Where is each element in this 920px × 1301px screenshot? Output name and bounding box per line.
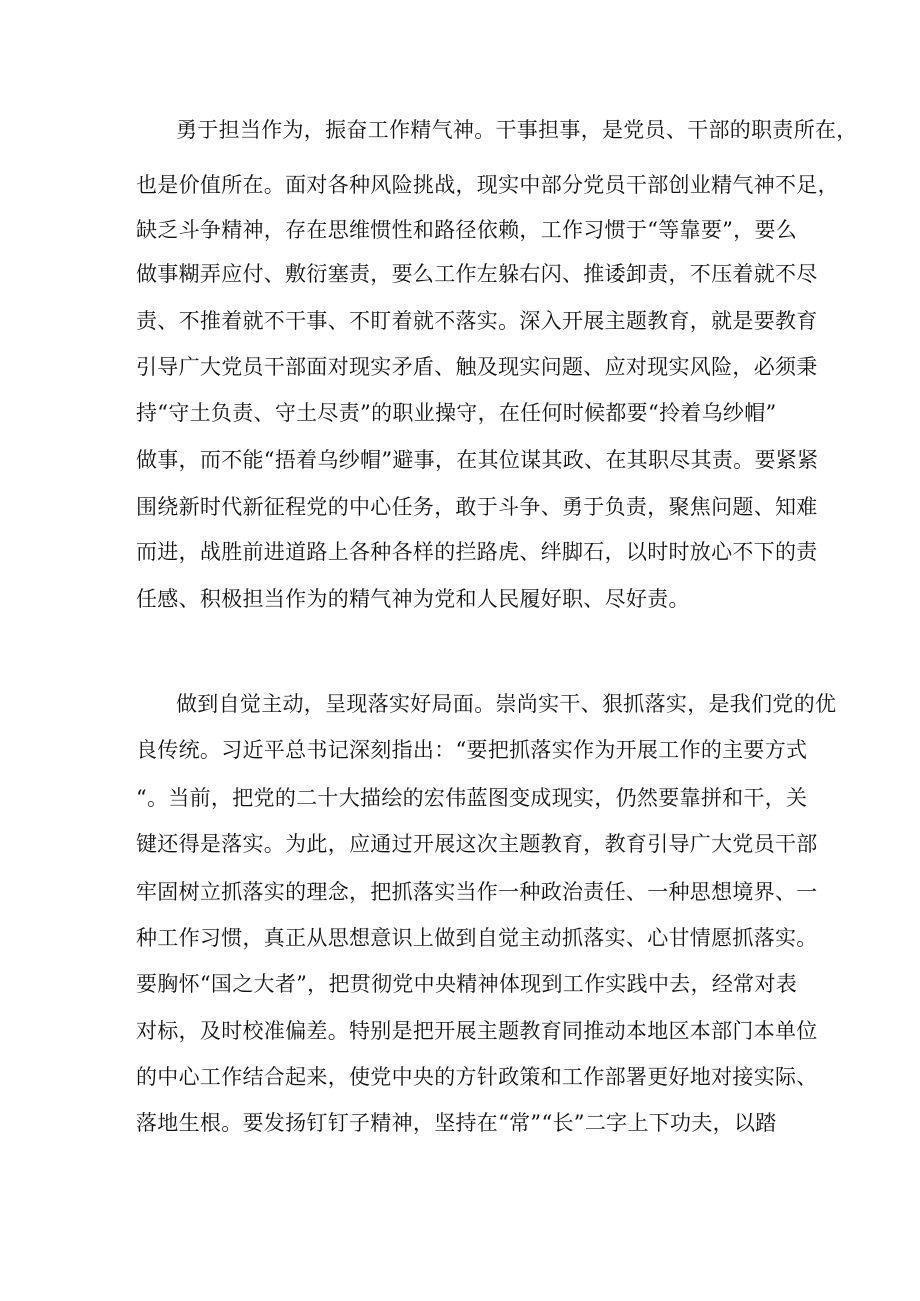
paragraph-line: 做到自觉主动，呈现落实好局面。崇尚实干、狠抓落实，是我们党的优 — [176, 692, 837, 716]
paragraph-line: 也是价值所在。面对各种风险挑战，现实中部分党员干部创业精气神不足， — [136, 173, 839, 197]
paragraph-line: 做事，而不能“捂着乌纱帽”避事，在其位谋其政、在其职尽其责。要紧紧 — [136, 448, 819, 472]
paragraph-line: 而进，战胜前进道路上各种各样的拦路虎、绊脚石，以时时放心不下的责 — [136, 540, 818, 564]
paragraph-line: 落地生根。要发扬钉钉子精神，坚持在“常”“长”二字上下功夫，以踏 — [136, 1111, 777, 1135]
paragraph-line: 键还得是落实。为此，应通过开展这次主题教育，教育引导广大党员干部 — [136, 832, 818, 856]
paragraph-line: 要胸怀“国之大者”，把贯彻党中央精神体现到工作实践中去，经常对表 — [136, 972, 798, 996]
paragraph-line: 围绕新时代新征程党的中心任务，敢于斗争、勇于负责，聚焦问题、知难 — [136, 495, 818, 519]
paragraph-line: 勇于担当作为，振奋工作精气神。干事担事，是党员、干部的职责所在， — [176, 118, 858, 142]
paragraph-line: 牢固树立抓落实的理念，把抓落实当作一种政治责任、一种思想境界、一 — [136, 880, 818, 904]
paragraph-line: 持“守土负责、守土尽责”的职业操守，在任何时候都要“拎着乌纱帽” — [136, 401, 777, 425]
paragraph-line: 的中心工作结合起来，使党中央的方针政策和工作部署更好地对接实际、 — [136, 1065, 818, 1089]
paragraph-line: 良传统。习近平总书记深刻指出：“要把抓落实作为开展工作的主要方式 — [136, 738, 808, 762]
paragraph-line: 种工作习惯，真正从思想意识上做到自觉主动抓落实、心甘情愿抓落实。 — [136, 926, 818, 950]
paragraph-line: “。当前，把党的二十大描绘的宏伟蓝图变成现实，仍然要靠拼和干，关 — [136, 786, 808, 810]
paragraph-line: 引导广大党员干部面对现实矛盾、触及现实问题、应对现实风险，必须秉 — [136, 355, 818, 379]
paragraph-line: 做事糊弄应付、敷衍塞责，要么工作左躲右闪、推诿卸责，不压着就不尽 — [136, 262, 818, 286]
paragraph-line: 对标，及时校准偏差。特别是把开展主题教育同推动本地区本部门本单位 — [136, 1019, 818, 1043]
paragraph-line: 任感、积极担当作为的精气神为党和人民履好职、尽好责。 — [136, 587, 690, 611]
paragraph-line: 缺乏斗争精神，存在思维惯性和路径依赖，工作习惯于“等靠要”，要么 — [136, 218, 798, 242]
paragraph-line: 责、不推着就不干事、不盯着就不落实。深入开展主题教育，就是要教育 — [136, 309, 818, 333]
